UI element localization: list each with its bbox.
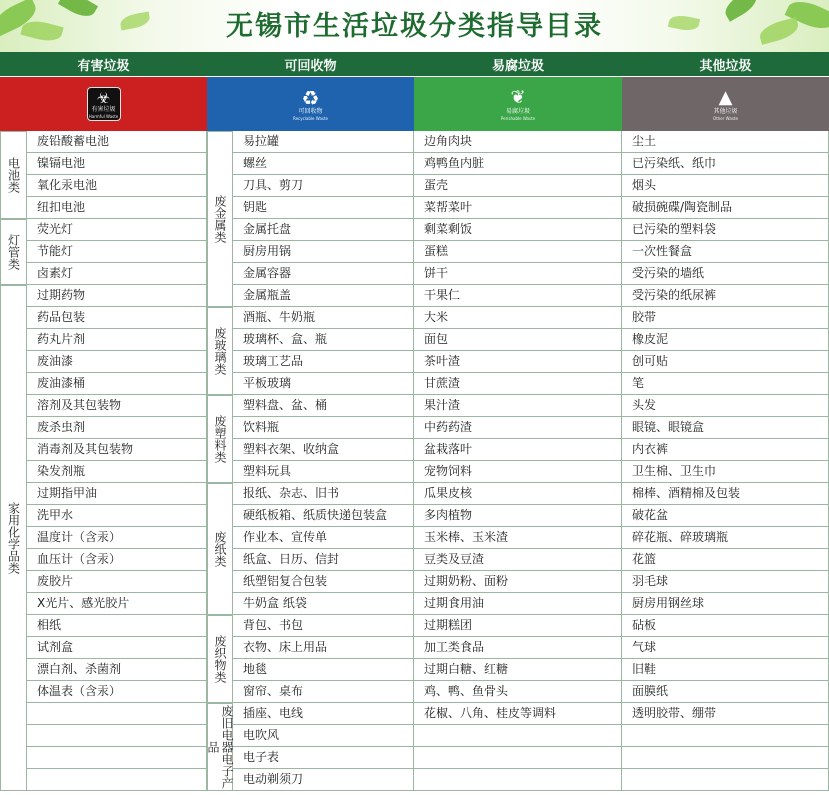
list-item: 饼干 [414,263,622,285]
list-item: 窗帘、桌布 [233,681,414,703]
list-item [27,703,207,725]
list-item: 干果仁 [414,285,622,307]
list-item [27,747,207,769]
list-item: 旧鞋 [622,659,829,681]
list-item: 盆栽落叶 [414,439,622,461]
list-item: 眼镜、眼镜盒 [622,417,829,439]
list-item: 鸡鸭鱼内脏 [414,153,622,175]
list-item: 头发 [622,395,829,417]
list-item: 过期糕团 [414,615,622,637]
recycle-arrows-icon: ♻ [301,85,320,110]
section-label-text: 废织物类 [213,635,227,683]
title-banner [0,0,829,52]
section-label-text: 废旧电器电子产品 [206,705,234,789]
list-item: 荧光灯 [27,219,207,241]
header-perishable: 易腐垃圾 [491,58,544,74]
list-item: 尘土 [622,131,829,153]
list-item: 金属托盘 [233,219,414,241]
fishbone-leaf-icon: ❦ [510,86,526,108]
banner-recyclable [207,77,414,131]
list-item: 体温表（含汞） [27,681,207,703]
list-item: 塑料衣架、收纳盒 [233,439,414,461]
list-item: 卫生棉、卫生巾 [622,461,829,483]
list-item: 作业本、宣传单 [233,527,414,549]
header-recyclable: 可回收物 [284,58,337,74]
list-item: 甘蔗渣 [414,373,622,395]
list-item: 菜帮菜叶 [414,197,622,219]
list-item: 纸盒、日历、信封 [233,549,414,571]
recyclable-sign [294,87,328,121]
list-item: 背包、书包 [233,615,414,637]
list-item: 厨房用锅 [233,241,414,263]
section-label [207,131,233,307]
list-item: 面膜纸 [622,681,829,703]
list-item: 过期奶粉、面粉 [414,571,622,593]
list-item: 碎花瓶、碎玻璃瓶 [622,527,829,549]
list-item [27,725,207,747]
list-item: 相纸 [27,615,207,637]
list-item [622,725,829,747]
list-item: 衣物、床上用品 [233,637,414,659]
list-item: 废胶片 [27,571,207,593]
list-item: 金属容器 [233,263,414,285]
list-item: 气球 [622,637,829,659]
section-label [0,131,27,219]
list-item: 砧板 [622,615,829,637]
list-item: 玉米棒、玉米渣 [414,527,622,549]
list-item: 插座、电线 [233,703,414,725]
list-item: 漂白剂、杀菌剂 [27,659,207,681]
list-item: 果汁渣 [414,395,622,417]
list-item: 温度计（含汞） [27,527,207,549]
list-item: 面包 [414,329,622,351]
list-item: 氧化汞电池 [27,175,207,197]
section-label-text: 废纸类 [213,531,227,567]
list-item: 纸塑铝复合包装 [233,571,414,593]
list-item: 金属瓶盖 [233,285,414,307]
banner-hazardous [0,77,207,131]
list-item: 宠物饲料 [414,461,622,483]
other-sign [709,87,743,121]
list-item: 废油漆 [27,351,207,373]
category-header-row [0,52,829,76]
list-item: 已污染的塑料袋 [622,219,829,241]
list-item: 橡皮泥 [622,329,829,351]
list-item: 试剂盒 [27,637,207,659]
list-item [414,769,622,791]
list-item: 玻璃杯、盒、瓶 [233,329,414,351]
list-item [414,725,622,747]
list-item: 鸡、鸭、鱼骨头 [414,681,622,703]
list-item: 厨房用钢丝球 [622,593,829,615]
list-item: 胶带 [622,307,829,329]
section-label-text: 废金属类 [213,195,227,243]
sign-label-en: Harmful Waste [88,113,119,119]
list-item: 蛋糕 [414,241,622,263]
list-item: 钥匙 [233,197,414,219]
section-label [0,285,27,791]
list-item: 蛋壳 [414,175,622,197]
list-item: 溶剂及其包装物 [27,395,207,417]
hazardous-battery-icon: ☣ [96,88,111,107]
list-item: 剩菜剩饭 [414,219,622,241]
sign-label-en: Other Waste [713,115,738,121]
section-label [207,395,233,483]
sorting-table [0,131,829,795]
list-item: 废杀虫剂 [27,417,207,439]
list-item: 塑料盘、盆、桶 [233,395,414,417]
list-item: 花篮 [622,549,829,571]
list-item: 烟头 [622,175,829,197]
section-label-text: 废玻璃类 [213,327,227,375]
list-item: 平板玻璃 [233,373,414,395]
list-item: 电子表 [233,747,414,769]
list-item: 内衣裤 [622,439,829,461]
list-item: 过期指甲油 [27,483,207,505]
section-label-text: 灯管类 [6,234,21,270]
sign-label-cn: 易腐垃圾 [505,107,530,115]
list-item: 血压计（含汞） [27,549,207,571]
list-item: 过期食用油 [414,593,622,615]
list-item: 饮料瓶 [233,417,414,439]
list-item: 瓜果皮核 [414,483,622,505]
header-other: 其他垃圾 [699,58,752,74]
sign-label-cn: 可回收物 [298,107,323,115]
section-label-text: 废塑料类 [213,415,227,463]
banner-perishable [414,77,622,131]
list-item: 受污染的墙纸 [622,263,829,285]
list-item: 茶叶渣 [414,351,622,373]
list-item: 电动剃须刀 [233,769,414,791]
list-item: 硬纸板箱、纸质快递包装盒 [233,505,414,527]
page-title: 无锡市生活垃圾分类指导目录 [226,11,603,42]
list-item: 加工类食品 [414,637,622,659]
section-label [207,703,233,791]
list-item: 边角肉块 [414,131,622,153]
list-item: 废油漆桶 [27,373,207,395]
category-banner-row [0,77,829,131]
list-item [414,747,622,769]
list-item: 药丸片剂 [27,329,207,351]
sign-label-cn: 其他垃圾 [713,107,738,115]
section-label [207,615,233,703]
list-item: 刀具、剪刀 [233,175,414,197]
list-item: 花椒、八角、桂皮等调料 [414,703,622,725]
section-label [0,219,27,285]
list-item: 破损碗碟/陶瓷制品 [622,197,829,219]
list-item: 废铅酸蓄电池 [27,131,207,153]
list-item: 螺丝 [233,153,414,175]
list-item [27,769,207,791]
triangle-bin-icon: ▲ [718,86,733,108]
banner-other [622,77,829,131]
list-item: 破花盆 [622,505,829,527]
list-item: 过期白糖、红糖 [414,659,622,681]
list-item: 塑料玩具 [233,461,414,483]
list-item: 大米 [414,307,622,329]
list-item: 已污染纸、纸巾 [622,153,829,175]
sign-label-cn: 有害垃圾 [91,105,116,113]
list-item: 卤素灯 [27,263,207,285]
header-hazardous: 有害垃圾 [77,58,130,74]
list-item: 创可贴 [622,351,829,373]
list-item: 药品包装 [27,307,207,329]
list-item: 地毯 [233,659,414,681]
list-item [622,769,829,791]
list-item: 牛奶盒 纸袋 [233,593,414,615]
list-item: 染发剂瓶 [27,461,207,483]
list-item: 透明胶带、绷带 [622,703,829,725]
list-item: 一次性餐盒 [622,241,829,263]
list-item: 报纸、杂志、旧书 [233,483,414,505]
list-item: 消毒剂及其包装物 [27,439,207,461]
section-label-text: 家用化学品类 [6,502,21,574]
section-label [207,483,233,615]
list-item: 中药药渣 [414,417,622,439]
list-item: 镍镉电池 [27,153,207,175]
list-item [622,747,829,769]
list-item: 易拉罐 [233,131,414,153]
list-item: 受污染的纸尿裤 [622,285,829,307]
list-item: 节能灯 [27,241,207,263]
perishable-sign [501,87,535,121]
list-item: 棉棒、酒精棉及包装 [622,483,829,505]
section-label [207,307,233,395]
list-item: 纽扣电池 [27,197,207,219]
list-item: 多肉植物 [414,505,622,527]
list-item: 豆类及豆渣 [414,549,622,571]
list-item: X光片、感光胶片 [27,593,207,615]
list-item: 洗甲水 [27,505,207,527]
list-item: 玻璃工艺品 [233,351,414,373]
section-label-text: 电池类 [6,157,21,193]
list-item: 过期药物 [27,285,207,307]
sign-label-en: Recyclable Waste [292,115,329,121]
list-item: 酒瓶、牛奶瓶 [233,307,414,329]
sign-label-en: Perishable Waste [500,115,536,121]
list-item: 笔 [622,373,829,395]
hazardous-sign [87,87,121,121]
list-item: 羽毛球 [622,571,829,593]
list-item: 电吹风 [233,725,414,747]
